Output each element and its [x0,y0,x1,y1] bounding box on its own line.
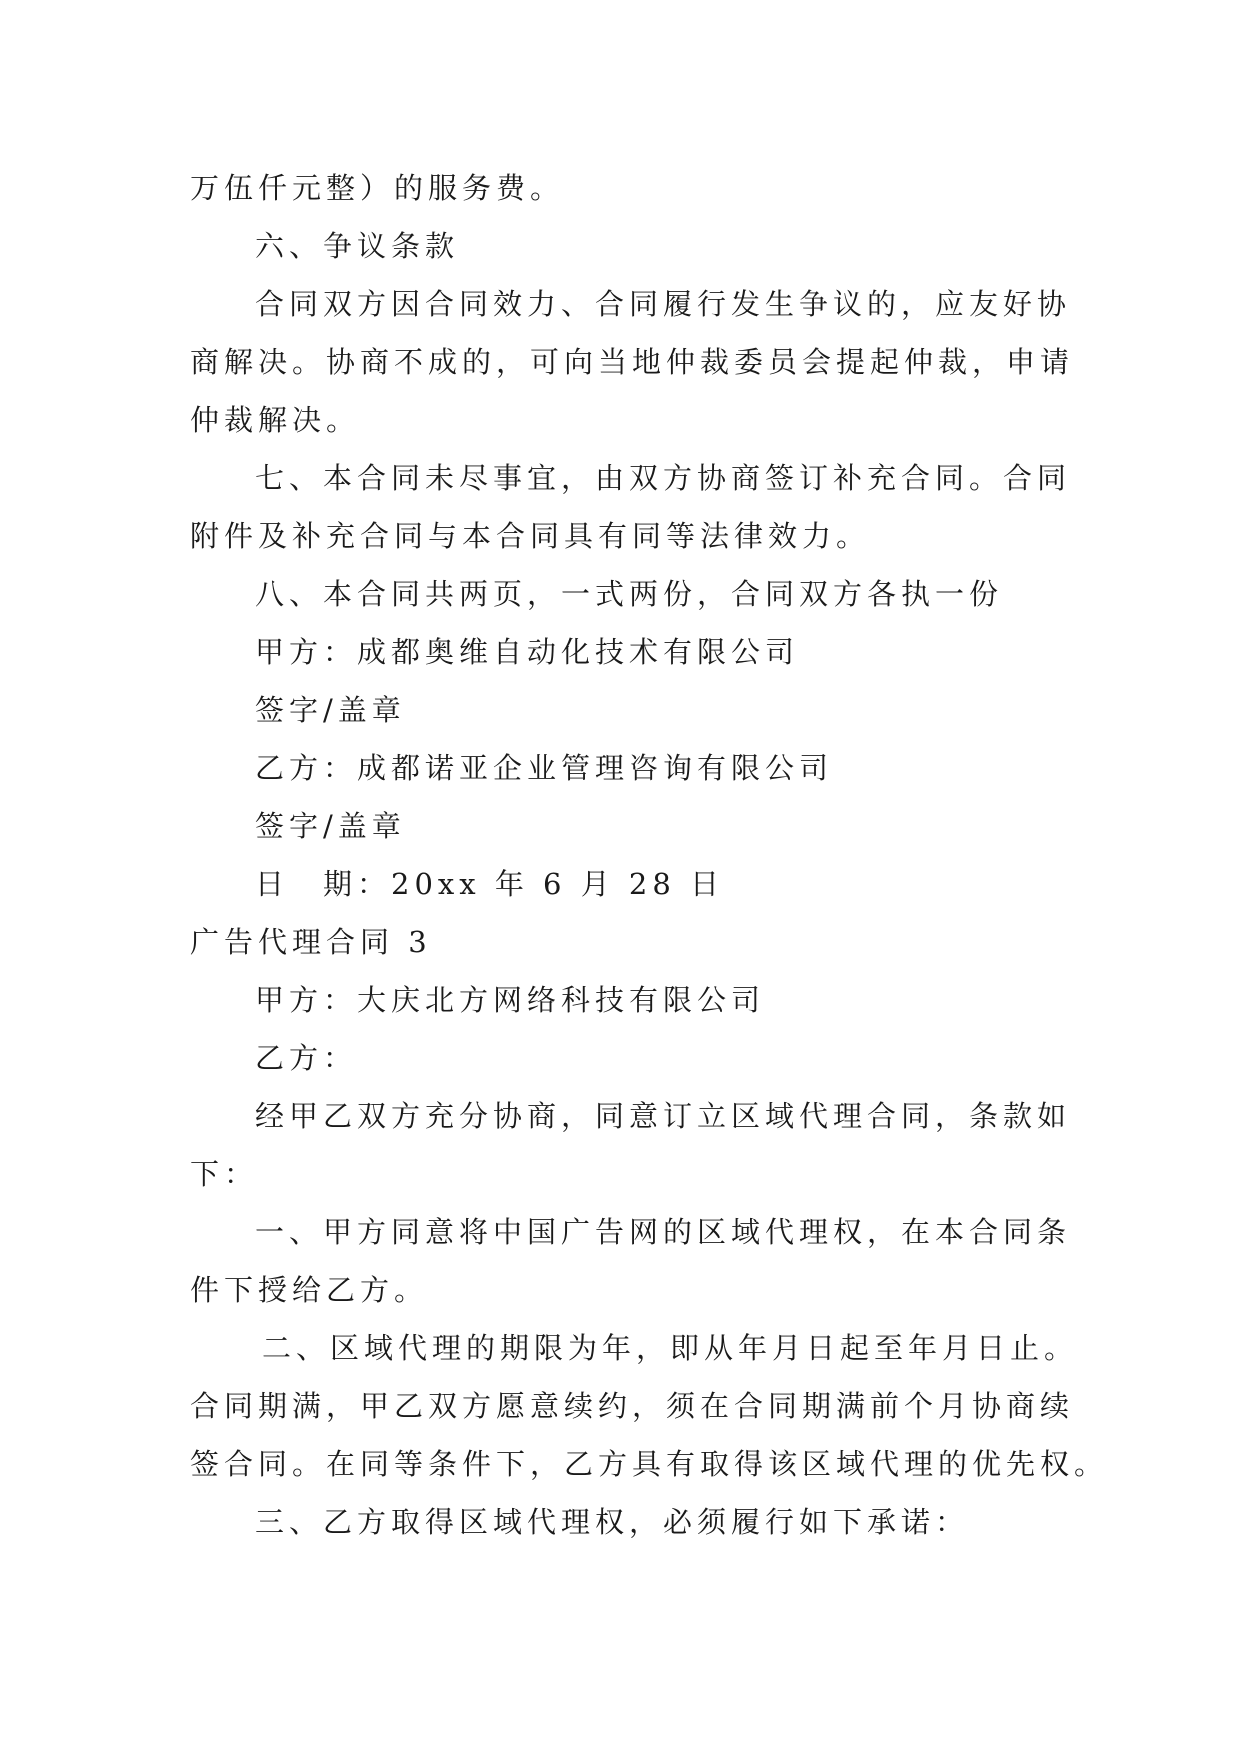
text-line: 万伍仟元整）的服务费。 [190,171,565,205]
text-line: 二、区域代理的期限为年，即从年月日起至年月日止。 [262,1331,1079,1365]
text-line: 件下授给乙方。 [190,1273,429,1307]
party-a-line: 甲方：大庆北方网络科技有限公司 [255,983,766,1017]
text-line: 仲裁解决。 [190,403,361,437]
document-title: 广告代理合同 3 [190,925,432,959]
party-b-line: 乙方：成都诺亚企业管理咨询有限公司 [255,751,834,785]
text-line: 商解决。协商不成的，可向当地仲裁委员会提起仲裁，申请 [190,345,1075,379]
text-line: 三、乙方取得区域代理权，必须履行如下承诺： [255,1505,970,1539]
text-line: 合同双方因合同效力、合同履行发生争议的，应友好协 [255,287,1072,321]
text-line: 八、本合同共两页，一式两份，合同双方各执一份 [255,577,1004,611]
text-line: 附件及补充合同与本合同具有同等法律效力。 [190,519,871,553]
text-line: 下： [190,1157,259,1191]
text-line: 经甲乙双方充分协商，同意订立区域代理合同，条款如 [255,1099,1072,1133]
signature-line: 签字/盖章 [255,693,406,727]
signature-line: 签字/盖章 [255,809,406,843]
party-a-line: 甲方：成都奥维自动化技术有限公司 [255,635,800,669]
party-b-line: 乙方： [255,1041,358,1075]
date-line: 日 期：20xx 年 6 月 28 日 [255,867,725,901]
text-line: 一、甲方同意将中国广告网的区域代理权，在本合同条 [255,1215,1072,1249]
text-line: 签合同。在同等条件下，乙方具有取得该区域代理的优先权。 [190,1447,1109,1481]
text-line: 合同期满，甲乙双方愿意续约，须在合同期满前个月协商续 [190,1389,1075,1423]
section-heading: 六、争议条款 [255,229,460,263]
text-line: 七、本合同未尽事宜，由双方协商签订补充合同。合同 [255,461,1072,495]
